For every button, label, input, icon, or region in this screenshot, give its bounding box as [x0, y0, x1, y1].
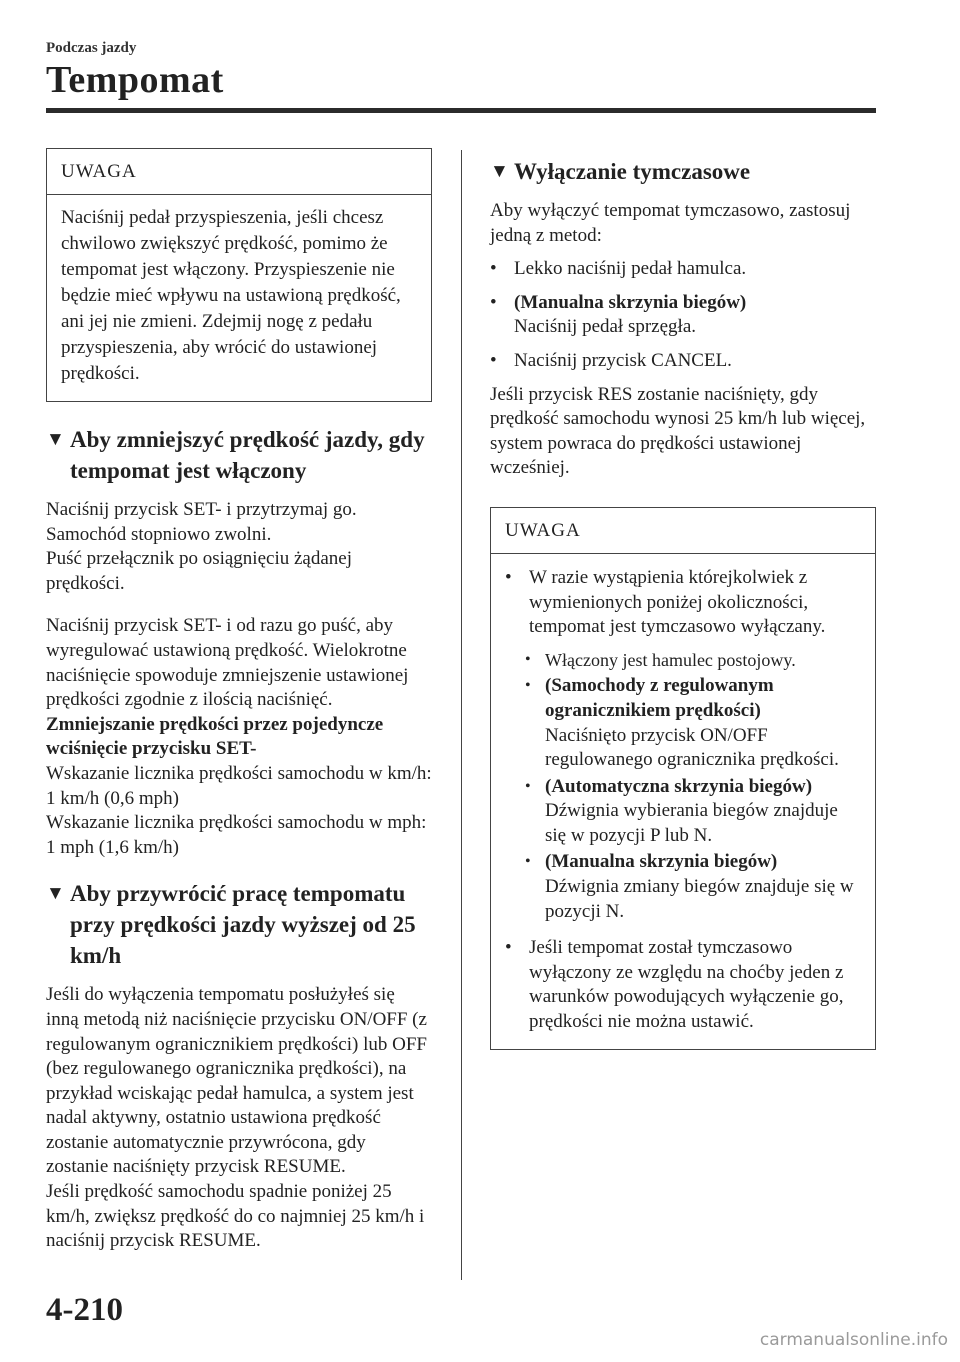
- list-item: [490, 291, 876, 340]
- page-title: Tempomat: [46, 59, 224, 101]
- note-text: Naciśnij pedał przyspieszenia, jeśli chcesz chwilowo zwiększyć prędkość, pomimo że tempomat jest włączony. Przyspieszenie nie będzie mieć wpływu na ustawioną prędkość, ani jej nie zmieni. Zdejmij nogę z pedału przyspieszenia, aby wrócić do ustawionej prędkości.: [61, 207, 401, 384]
- bold-paragraph: Zmniejszanie prędkości przez pojedyncze wciśnięcie przycisku SET-: [46, 713, 384, 760]
- paragraph: Jeśli prędkość samochodu spadnie poniżej 25 km/h, zwiększ prędkość do co najmniej 25 km/h i naciśnij przycisk RESUME.: [46, 1181, 425, 1252]
- section-heading: [46, 878, 432, 971]
- bullet-icon: •: [490, 349, 497, 371]
- watermark: carmanualsonline.info: [759, 1330, 948, 1350]
- paragraph: Jeśli do wyłączenia tempomatu posłużyłeś się inną metodą niż naciśnięcie przycisku ON/OFF (z regulowanym ogranicznikiem prędkości) lub OFF (bez regulowanego ogranicznika prędkości), na przykład wciskając pedał hamulca, a system jest nadal aktywny, ostatnio ustawiona prędkość zostanie automatycznie przywrócona, gdy zostanie naciśnięty przycisk RESUME.: [46, 984, 427, 1178]
- list-item: [490, 349, 876, 374]
- sub-list-item-text: Dźwignia wybierania biegów znajduje się w pozycji P lub N.: [545, 800, 838, 846]
- triangle-down-icon: ▼: [46, 429, 65, 450]
- header-rule: [46, 108, 876, 113]
- list-item-text: Naciśnij pedał sprzęgła.: [514, 316, 697, 338]
- sub-list-item: [525, 850, 861, 924]
- bullet-icon: •: [490, 291, 497, 313]
- sub-list-item-text: Włączony jest hamulec postojowy.: [545, 649, 796, 670]
- section-label: Podczas jazdy: [46, 40, 137, 56]
- note-box: [46, 148, 432, 402]
- left-column: [46, 148, 432, 1254]
- note-label: UWAGA: [47, 149, 431, 195]
- bullet-icon: •: [505, 566, 512, 588]
- paragraph: Wskazanie licznika prędkości samochodu w mph: 1 mph (1,6 km/h): [46, 812, 427, 858]
- paragraph: Aby wyłączyć tempomat tymczasowo, zastosuj jedną z metod:: [490, 200, 851, 246]
- bullet-icon: •: [505, 937, 512, 959]
- section-heading: [490, 156, 876, 187]
- bullet-icon: •: [525, 853, 531, 871]
- list-item: [505, 566, 861, 640]
- note-body: [491, 554, 875, 1049]
- list-item-bold: (Manualna skrzynia biegów): [514, 291, 747, 313]
- sub-list-item: [525, 674, 861, 772]
- list-item-text: Lekko naciśnij pedał hamulca.: [514, 258, 747, 280]
- sub-list-item-bold: (Samochody z regulowanym ogranicznikiem prędkości): [545, 675, 774, 721]
- list-item-text: Naciśnij przycisk CANCEL.: [514, 349, 732, 371]
- triangle-down-icon: ▼: [490, 161, 509, 182]
- column-divider: [461, 150, 462, 1280]
- right-column: [490, 156, 876, 1072]
- sub-list-item-bold: (Manualna skrzynia biegów): [545, 851, 778, 873]
- paragraph: Puść przełącznik po osiągnięciu żądanej prędkości.: [46, 548, 352, 594]
- list-item-text: W razie wystąpienia którejkolwiek z wymienionych poniżej okoliczności, tempomat jest tymczasowo wyłączany.: [529, 566, 826, 638]
- paragraph: Wskazanie licznika prędkości samochodu w km/h: 1 km/h (0,6 mph): [46, 762, 432, 809]
- bullet-icon: •: [525, 777, 531, 795]
- list-item: [490, 257, 876, 282]
- section-title: Wyłączanie tymczasowe: [514, 159, 751, 184]
- page-number: 4-210: [46, 1292, 123, 1328]
- section-title: Aby zmniejszyć prędkość jazdy, gdy tempomat jest włączony: [70, 427, 425, 483]
- paragraph: Naciśnij przycisk SET- i przytrzymaj go. Samochód stopniowo zwolni.: [46, 499, 357, 545]
- section-title: Aby przywrócić pracę tempomatu przy prędkości jazdy wyższej od 25 km/h: [70, 881, 416, 969]
- sub-list-item-text: Naciśnięto przycisk ON/OFF regulowanego ogranicznika prędkości.: [545, 724, 839, 771]
- sub-list-item-text: Dźwignia zmiany biegów znajduje się w pozycji N.: [545, 876, 854, 922]
- sub-list-item-bold: (Automatyczna skrzynia biegów): [545, 775, 813, 797]
- paragraph: Jeśli przycisk RES zostanie naciśnięty, gdy prędkość samochodu wynosi 25 km/h lub więcej, system powraca do prędkości ustawionej wcześniej.: [490, 383, 866, 479]
- bullet-icon: •: [525, 650, 531, 668]
- list-item: [505, 936, 861, 1034]
- sub-list-item: [525, 648, 861, 673]
- triangle-down-icon: ▼: [46, 883, 65, 905]
- section-heading: [46, 424, 432, 486]
- bullet-icon: •: [525, 677, 531, 695]
- list-item-text: Jeśli tempomat został tymczasowo wyłączony ze względu na choćby jeden z warunków powodujących wyłączenie go, prędkości nie można ustawić.: [529, 937, 844, 1033]
- paragraph: Naciśnij przycisk SET- i od razu go puść, aby wyregulować ustawioną prędkość. Wielokrotne naciśnięcie spowoduje zmniejszenie ustawionej prędkości zgodnie z ilością naciśnięć.: [46, 615, 409, 711]
- note-box: [490, 507, 876, 1050]
- sub-list-item: [525, 775, 861, 849]
- bullet-icon: •: [490, 258, 497, 280]
- note-label: UWAGA: [491, 508, 875, 554]
